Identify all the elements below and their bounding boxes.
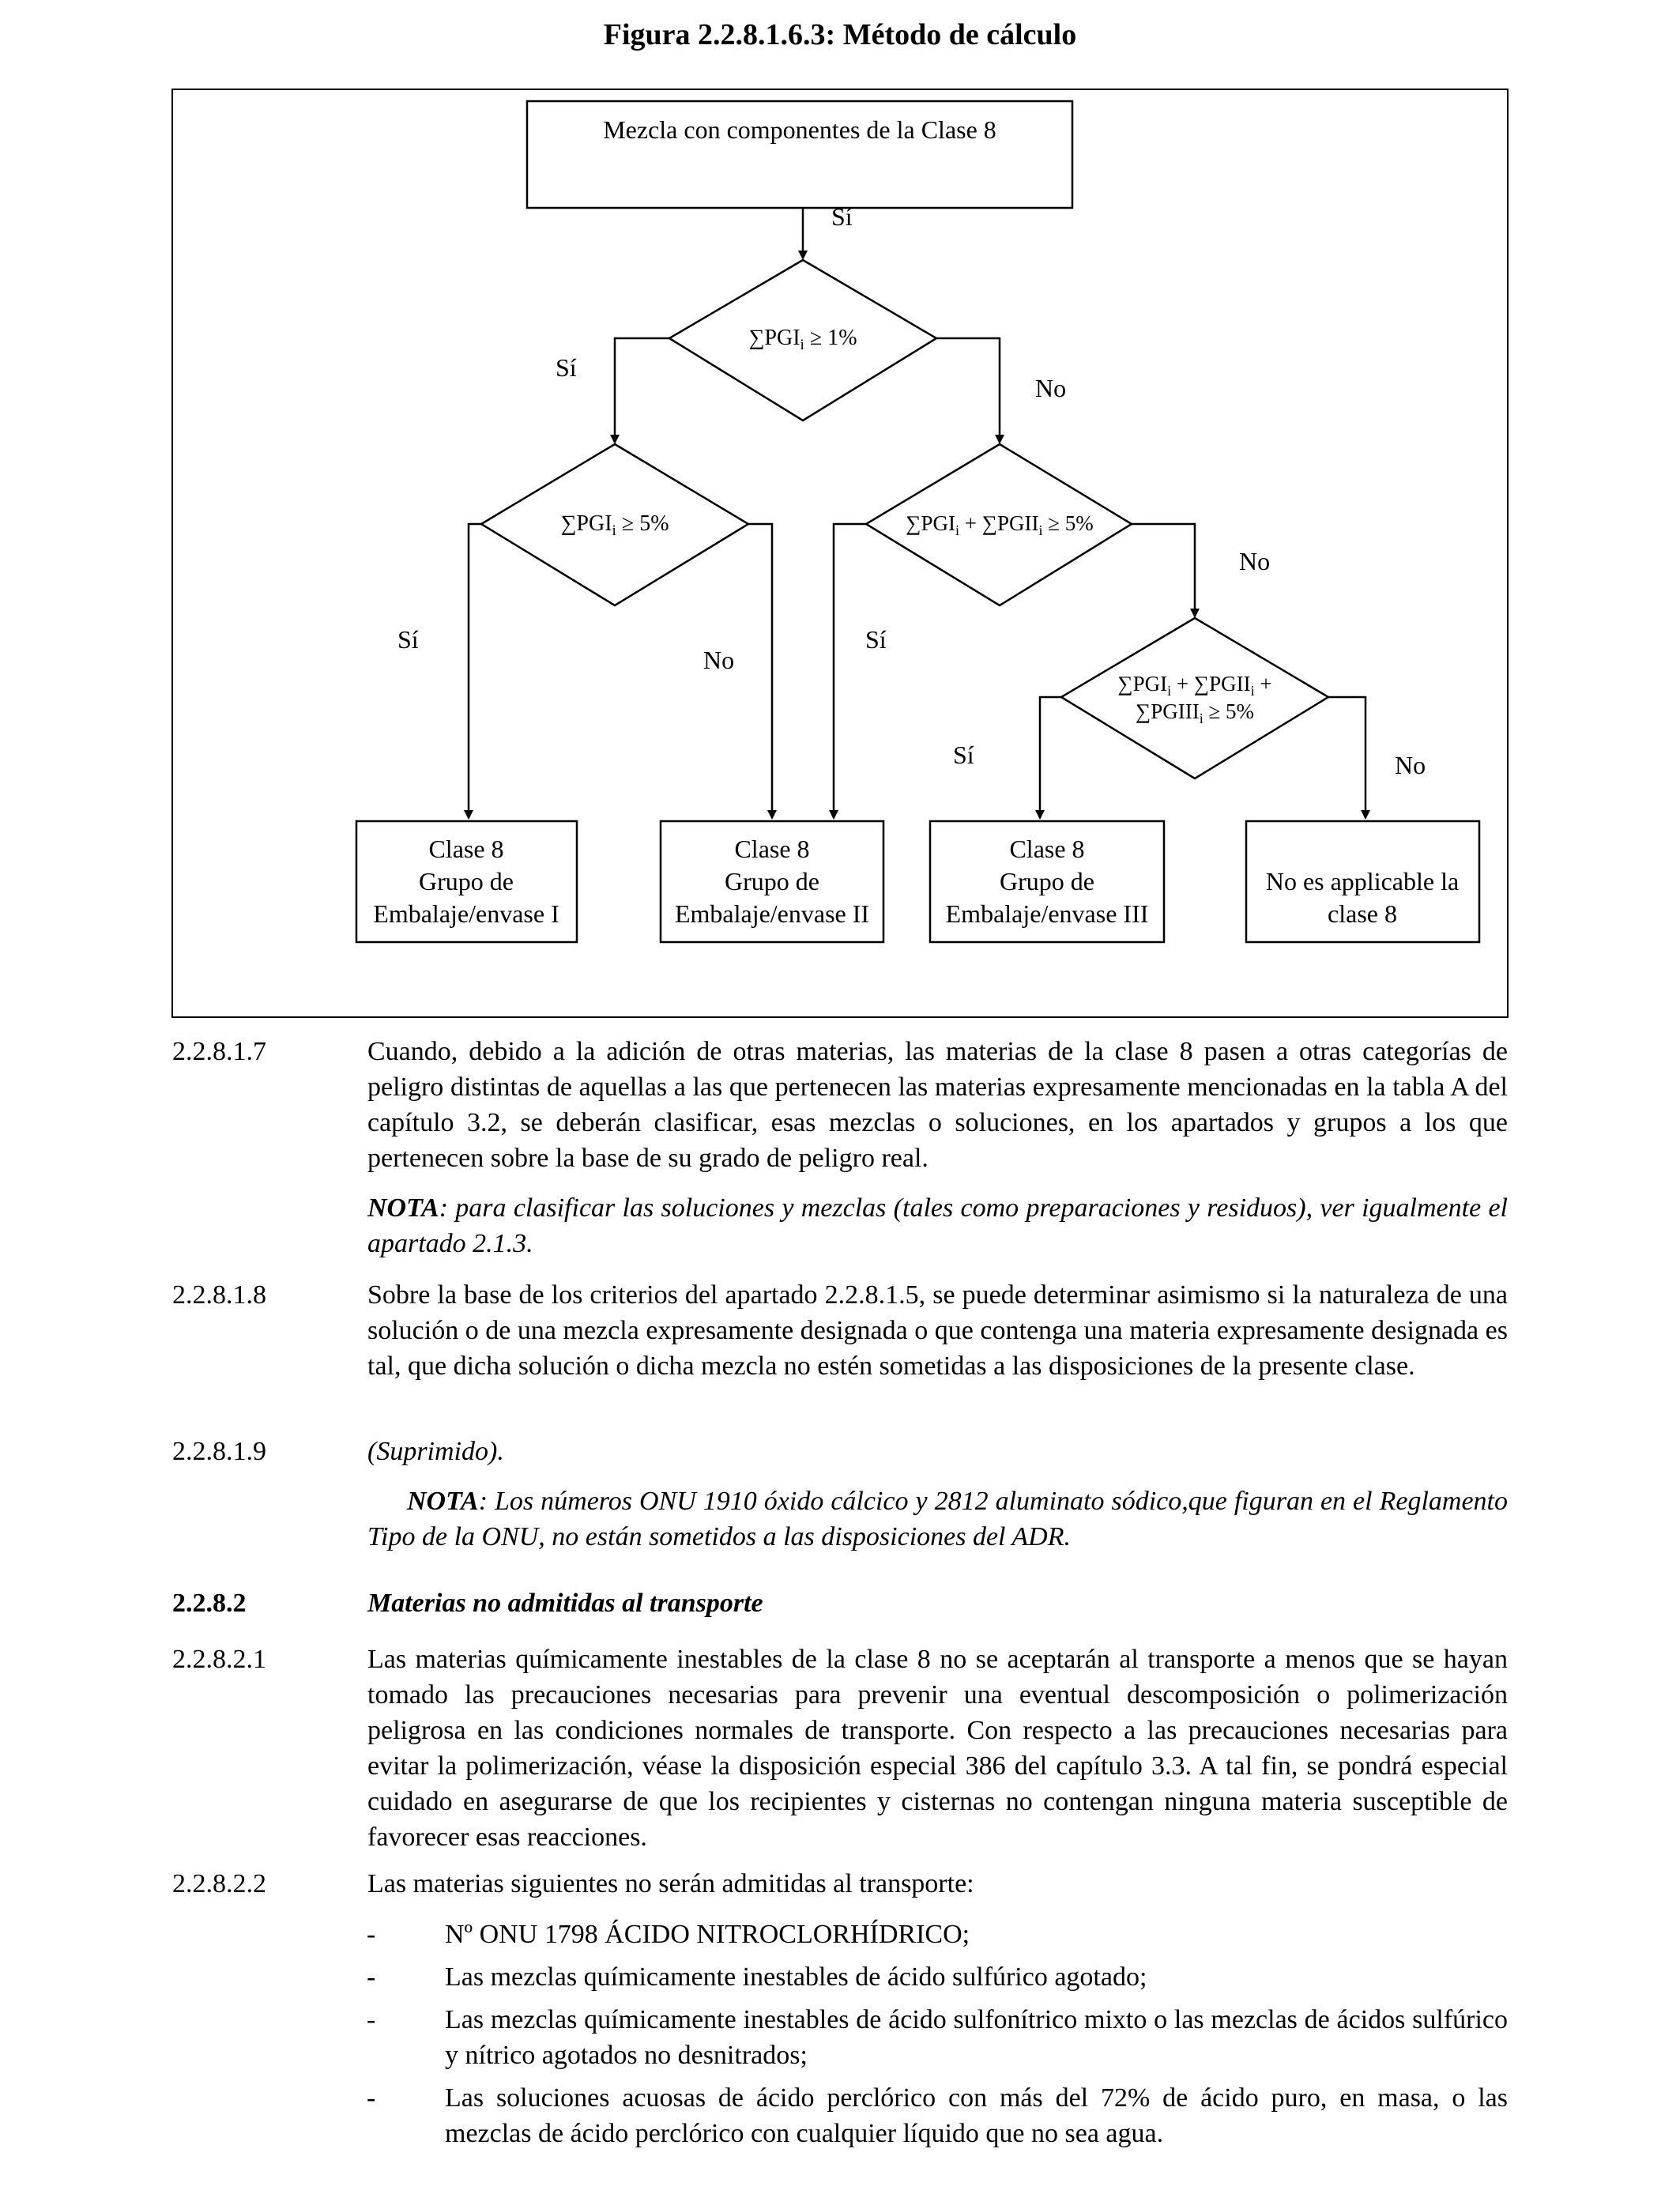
result-pg-iii [930, 821, 1164, 942]
decision-pgi-pgii-pgiii-label: $\sum PGI_i$ + $\sum PGII_i$ + [1117, 672, 1272, 699]
note-text: : para clasificar las soluciones y mezclas (tales como preparaciones y residuos), ver igualmente el apartado 2.1.3. [367, 1193, 1508, 1258]
label-si-d2: Sí [397, 625, 419, 654]
note-label: NOTA [407, 1487, 479, 1516]
paragraph-2-2-8-1-8 [172, 1277, 1508, 1384]
paragraph-text: Sobre la base de los criterios del apartado 2.2.8.1.5, se puede determinar asimismo si la naturaleza de una solución o de una mezcla expresamente designada o que contenga una materia expresamente designada es tal, que dicha solución o dicha mezcla no estén sometidas a las disposiciones de la presente clase. [367, 1280, 1508, 1381]
flowchart [0, 0, 1680, 1027]
list-dash: - [367, 2005, 376, 2034]
paragraph-number: 2.2.8.1.8 [172, 1280, 266, 1310]
list-item-text: Nº ONU 1798 ÁCIDO NITROCLORHÍDRICO; [445, 1920, 970, 1949]
result-not-applicable-line1: No es applicable la [1265, 867, 1460, 895]
paragraph-text: (Suprimido). [367, 1437, 504, 1466]
decision-pgi-pgii-pgiii [1061, 618, 1328, 778]
list-item [172, 2002, 1508, 2073]
list-dash: - [367, 1920, 376, 1949]
paragraph-text: Las materias químicamente inestables de la clase 8 no se aceptarán al transporte a menos que se hayan tomado las precauciones necesarias para prevenir una eventual descomposición o polimerización peligrosa en las condiciones normales de transporte. Con respecto a las precauciones necesarias para evitar la polimerización, véase la disposición especial 386 del capítulo 3.3. A tal fin, se pondrá especial cuidado en asegurarse de que los recipientes y cisternas no contengan ninguna materia susceptible de favorecer esas reacciones. [367, 1645, 1508, 1852]
label-no-d4: No [1395, 751, 1426, 779]
note-2-2-8-1-9 [172, 1483, 1508, 1555]
result-pg-ii-line1: Clase 8 [734, 835, 810, 863]
list-item-text: Las mezclas químicamente inestables de ácido sulfúrico agotado; [445, 1962, 1147, 1992]
start-box-label: Mezcla con componentes de la Clase 8 [603, 115, 996, 144]
list-item-text: Las mezclas químicamente inestables de ácido sulfonítrico mixto o las mezclas de ácidos sulfúrico y nítrico agotados no desnitrados; [445, 2005, 1508, 2070]
paragraph-text: Las materias siguientes no serán admitidas al transporte: [367, 1869, 974, 1898]
result-pg-i-line2: Grupo de [419, 867, 514, 895]
result-pg-i-line1: Clase 8 [428, 835, 504, 863]
result-pg-i [356, 821, 577, 942]
decision-pgi-pgii-pgiii-label-2: $\sum PGIII_i \ge 5\%$ [1135, 699, 1255, 726]
list-item [172, 2080, 1508, 2151]
decision-pgi-pgii-label: $\sum PGI_i$ + $\sum PGII_i \ge 5\%$ [906, 511, 1094, 538]
result-pg-iii-line2: Grupo de [1000, 867, 1094, 895]
result-pg-ii-line3: Embalaje/envase II [674, 899, 870, 928]
result-not-applicable-line2: clase 8 [1328, 899, 1397, 928]
note-2-2-8-1-7 [172, 1190, 1508, 1261]
list-dash: - [367, 2083, 376, 2113]
result-pg-iii-line1: Clase 8 [1009, 835, 1085, 863]
list-item [172, 1959, 1508, 1995]
figure-title: Figura 2.2.8.1.6.3: Método de cálculo [603, 18, 1077, 51]
list-item-text: Las soluciones acuosas de ácido perclórico con más del 72% de ácido puro, en masa, o las mezclas de ácido perclórico con cualquier líquido que no sea agua. [445, 2083, 1508, 2148]
section-heading-2-2-8-2 [172, 1585, 1508, 1621]
section-title: Materias no admitidas al transporte [367, 1589, 763, 1618]
paragraph-2-2-8-2-1 [172, 1642, 1508, 1855]
paragraph-number: 2.2.8.1.7 [172, 1037, 266, 1066]
result-pg-iii-line3: Embalaje/envase III [945, 899, 1149, 928]
list-dash: - [367, 1962, 376, 1992]
paragraph-number: 2.2.8.2.1 [172, 1645, 266, 1674]
decision-pgi-5-label: $\sum PGI_i \ge 5\%$ [560, 511, 669, 539]
paragraph-number: 2.2.8.2.2 [172, 1869, 266, 1898]
result-pg-i-line3: Embalaje/envase I [373, 899, 559, 928]
label-si-start: Sí [831, 202, 853, 231]
result-pg-ii [661, 821, 883, 942]
result-pg-ii-line2: Grupo de [725, 867, 819, 895]
section-number: 2.2.8.2 [172, 1589, 247, 1618]
list-item [172, 1917, 1508, 1952]
decision-pgi-1-label: $\sum PGI_i \ge 1\%$ [748, 326, 857, 353]
note-text: : Los números ONU 1910 óxido cálcico y 2812 aluminato sódico,que figuran en el Reglamento Tipo de la ONU, no están sometidos a las disposiciones del ADR. [367, 1487, 1508, 1551]
label-no-d1: No [1035, 374, 1067, 402]
paragraph-2-2-8-1-7 [172, 1034, 1508, 1176]
result-not-applicable [1246, 821, 1479, 942]
label-no-d3: No [1239, 547, 1271, 575]
label-si-d1: Sí [556, 353, 577, 382]
label-no-d2: No [703, 646, 735, 674]
paragraph-2-2-8-2-2 [172, 1866, 1508, 1902]
paragraph-number: 2.2.8.1.9 [172, 1437, 266, 1466]
label-si-d3: Sí [865, 625, 887, 654]
paragraph-2-2-8-1-9 [172, 1434, 1508, 1469]
note-label: NOTA [367, 1193, 439, 1223]
paragraph-text: Cuando, debido a la adición de otras materias, las materias de la clase 8 pasen a otras categorías de peligro distintas de aquellas a las que pertenecen las materias expresamente mencionadas en la tabla A del capítulo 3.2, se deberán clasificar, esas mezclas o soluciones, en los apartados y grupos a los que pertenecen sobre la base de su grado de peligro real. [367, 1037, 1508, 1173]
label-si-d4: Sí [953, 741, 974, 769]
